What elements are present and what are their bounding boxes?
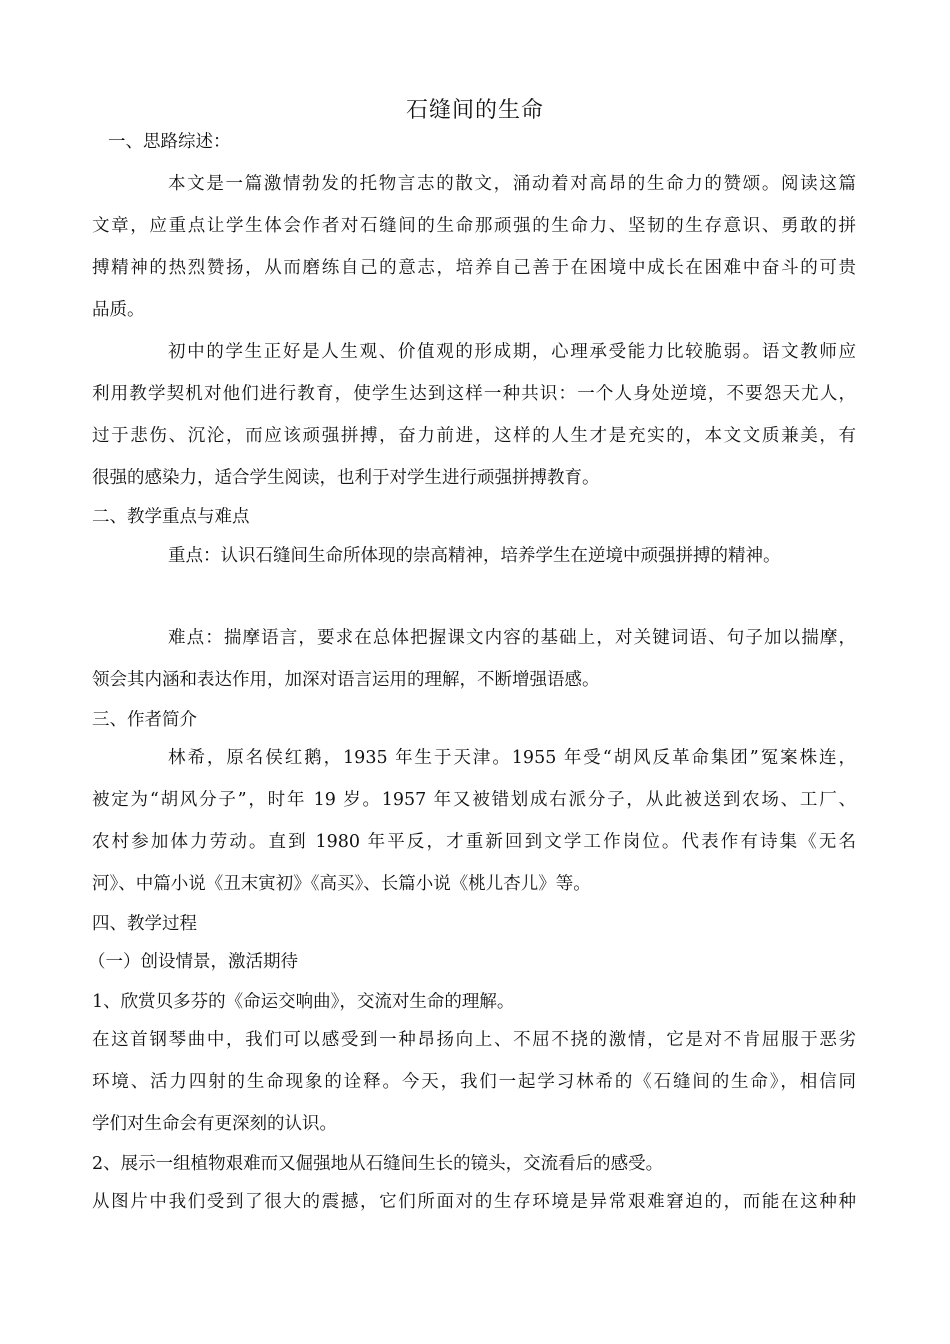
paragraph-line: 学们对生命会有更深刻的认识。 [92, 1114, 337, 1134]
section-heading-key-points: 二、教学重点与难点 [92, 507, 250, 527]
paragraph-line: 环境、活力四射的生命现象的诠释。今天，我们一起学习林希的《石缝间的生命》，相信同 [92, 1072, 856, 1092]
paragraph-line: 本文是一篇激情勃发的托物言志的散文，涌动着对高昂的生命力的赞颂。阅读这篇 [168, 174, 856, 194]
section-heading-overview: 一、思路综述： [108, 132, 231, 152]
author-line: 林希，原名侯红鹅，1935 年生于天津。1955 年受“胡风反革命集团”冤案株连， [168, 748, 856, 768]
paragraph-line: 利用教学契机对他们进行教育，使学生达到这样一种共识：一个人身处逆境，不要怨天尤人， [92, 384, 856, 404]
author-line: 河》、中篇小说《丑末寅初》《高买》、长篇小说《桃儿杏儿》等。 [92, 874, 591, 894]
key-point-line: 重点：认识石缝间生命所体现的崇高精神，培养学生在逆境中顽强拼搏的精神。 [168, 546, 781, 566]
difficulty-line: 领会其内涵和表达作用，加深对语言运用的理解，不断增强语感。 [92, 670, 600, 690]
paragraph-line: 很强的感染力，适合学生阅读，也利于对学生进行顽强拼搏教育。 [92, 468, 600, 488]
step-line: 2、展示一组植物艰难而又倔强地从石缝间生长的镜头，交流看后的感受。 [92, 1154, 664, 1174]
paragraph-line: 文章，应重点让学生体会作者对石缝间的生命那顽强的生命力、坚韧的生存意识、勇敢的拼 [92, 216, 856, 236]
paragraph-line: 过于悲伤、沉沦，而应该顽强拼搏，奋力前进，这样的人生才是充实的，本文文质兼美，有 [92, 426, 856, 446]
paragraph-line: 品质。 [92, 300, 145, 320]
paragraph-line: 在这首钢琴曲中，我们可以感受到一种昂扬向上、不屈不挠的激情，它是对不肯屈服于恶劣 [92, 1030, 856, 1050]
difficulty-line: 难点：揣摩语言，要求在总体把握课文内容的基础上，对关键词语、句子加以揣摩， [168, 628, 856, 648]
paragraph-line: 从图片中我们受到了很大的震撼，它们所面对的生存环境是异常艰难窘迫的，而能在这种种 [92, 1192, 856, 1212]
section-heading-author: 三、作者简介 [92, 710, 197, 730]
paragraph-line: 搏精神的热烈赞扬，从而磨练自己的意志，培养自己善于在困境中成长在困难中奋斗的可贵 [92, 258, 856, 278]
author-line: 农村参加体力劳动。直到 1980 年平反，才重新回到文学工作岗位。代表作有诗集《无名 [92, 832, 856, 852]
document-title: 石缝间的生命 [405, 98, 544, 123]
subsection-heading: （一）创设情景，激活期待 [88, 952, 298, 972]
author-line: 被定为“胡风分子”，时年 19 岁。1957 年又被错划成右派分子，从此被送到农场、工厂、 [92, 790, 856, 810]
section-heading-process: 四、教学过程 [92, 914, 197, 934]
step-line: 1、欣赏贝多芬的《命运交响曲》，交流对生命的理解。 [92, 992, 515, 1012]
paragraph-line: 初中的学生正好是人生观、价值观的形成期，心理承受能力比较脆弱。语文教师应 [168, 342, 856, 362]
